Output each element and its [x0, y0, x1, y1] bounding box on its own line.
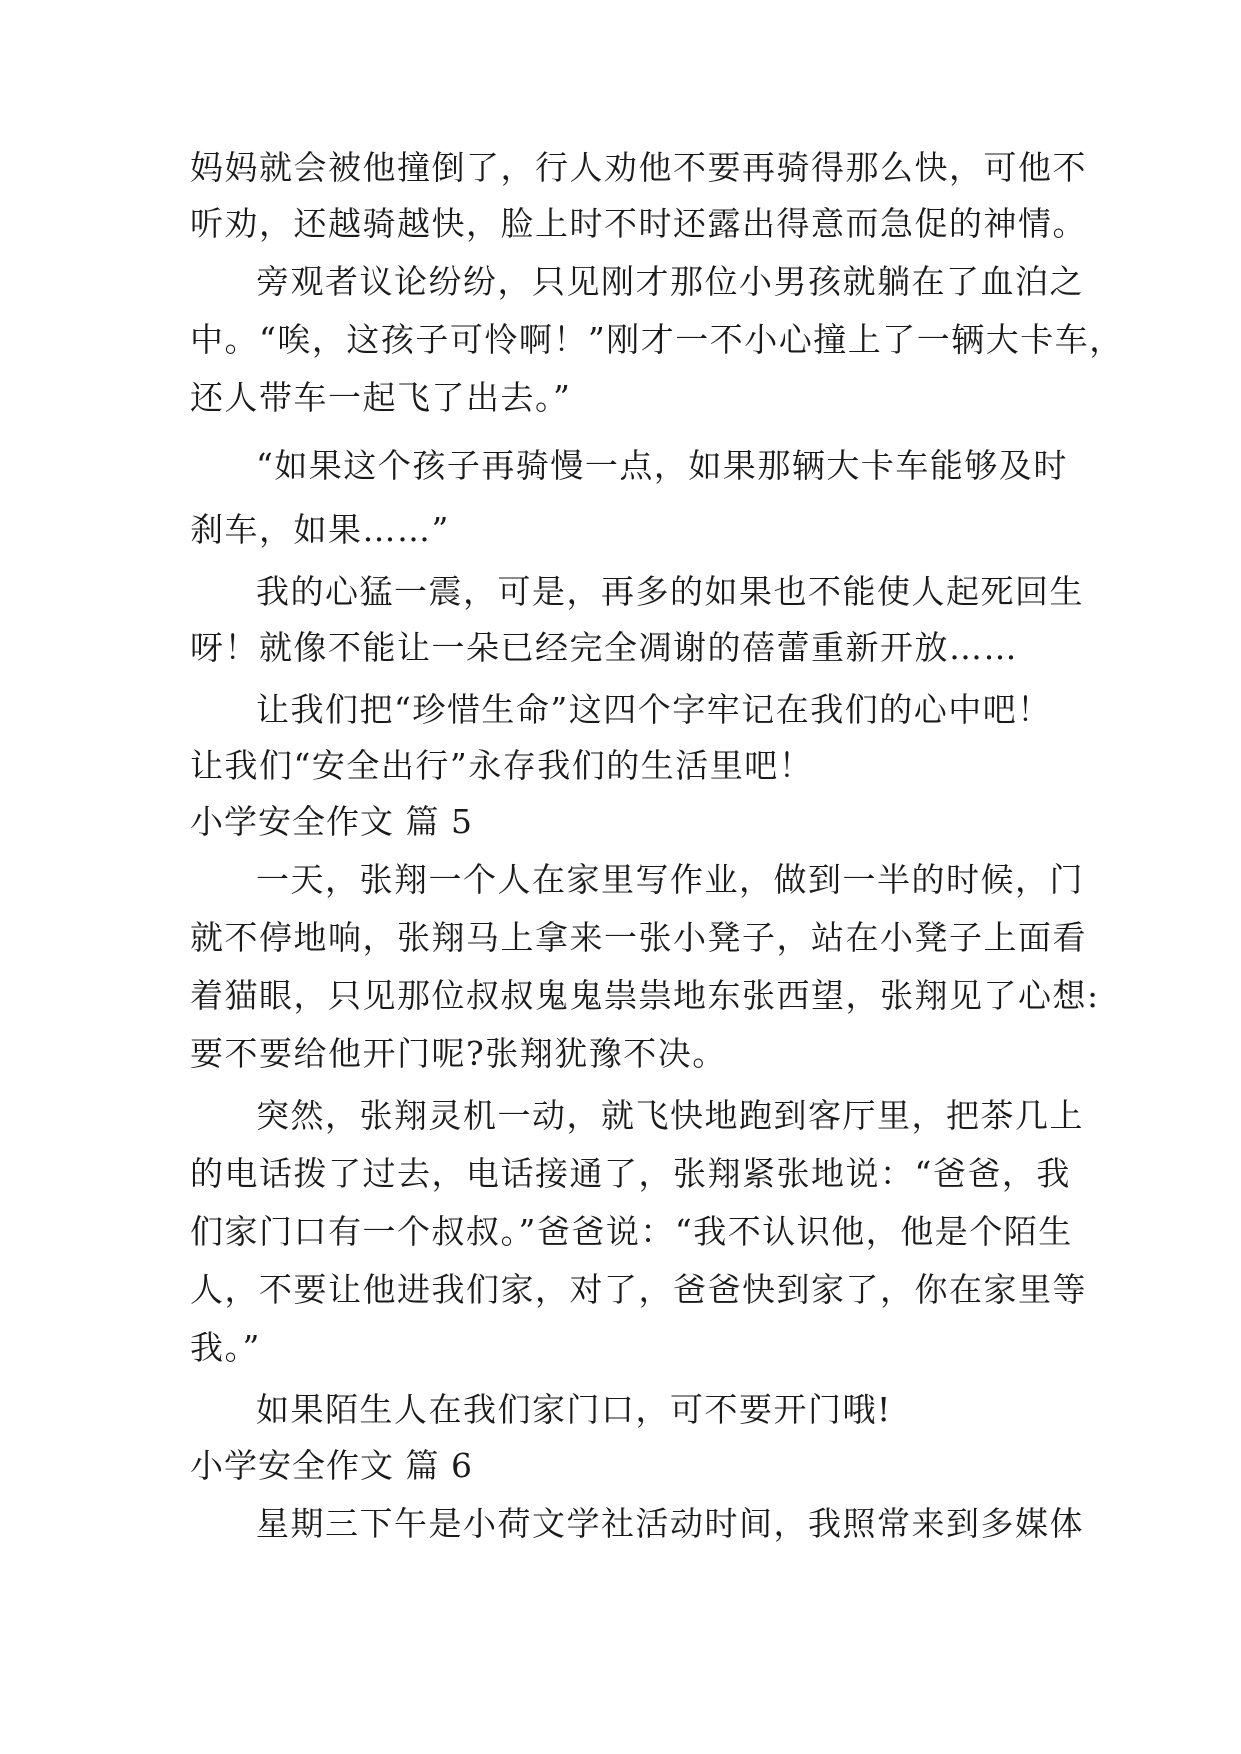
paragraph-line: 突然，张翔灵机一动，就飞快地跑到客厅里，把茶几上: [256, 1096, 1084, 1135]
paragraph-line: 让我们“安全出行”永存我们的生活里吧！: [190, 746, 814, 785]
section-heading: 小学安全作文 篇 5: [190, 802, 473, 841]
paragraph-line: 旁观者议论纷纷，只见刚才那位小男孩就躺在了血泊之: [256, 262, 1084, 301]
paragraph-line: “如果这个孩子再骑慢一点，如果那辆大卡车能够及时: [256, 446, 1068, 485]
paragraph-line: 如果陌生人在我们家门口，可不要开门哦!: [256, 1390, 892, 1429]
paragraph-line: 我的心猛一震，可是，再多的如果也不能使人起死回生: [256, 572, 1084, 611]
paragraph-line: 们家门口有一个叔叔。”爸爸说：“我不认识他，他是个陌生: [190, 1212, 1073, 1251]
paragraph-line: 刹车，如果……”: [190, 510, 450, 549]
paragraph-line: 星期三下午是小荷文学社活动时间，我照常来到多媒体: [256, 1504, 1084, 1543]
paragraph-line: 听劝，还越骑越快，脸上时不时还露出得意而急促的神情。: [190, 204, 1087, 243]
paragraph-line: 让我们把“珍惜生命”这四个字牢记在我们的心中吧！: [256, 690, 1052, 729]
paragraph-line: 我。”: [190, 1328, 261, 1367]
paragraph-line: 人，不要让他进我们家，对了，爸爸快到家了，你在家里等: [190, 1270, 1087, 1309]
paragraph-line: 中。“唉，这孩子可怜啊！”刚才一不小心撞上了一辆大卡车，: [190, 320, 1124, 359]
paragraph-line: 着猫眼，只见那位叔叔鬼鬼祟祟地东张西望，张翔见了心想:: [190, 976, 1100, 1015]
section-heading: 小学安全作文 篇 6: [190, 1446, 473, 1485]
paragraph-line: 的电话拨了过去，电话接通了，张翔紧张地说：“爸爸，我: [190, 1154, 1071, 1193]
paragraph-line: 妈妈就会被他撞倒了，行人劝他不要再骑得那么快，可他不: [190, 148, 1087, 187]
paragraph-line: 还人带车一起飞了出去。”: [190, 378, 572, 417]
paragraph-line: 呀！就像不能让一朵已经完全凋谢的蓓蕾重新开放……: [190, 628, 1018, 667]
paragraph-line: 要不要给他开门呢?张翔犹豫不决。: [190, 1034, 727, 1073]
paragraph-line: 一天，张翔一个人在家里写作业，做到一半的时候，门: [256, 860, 1084, 899]
paragraph-line: 就不停地响，张翔马上拿来一张小凳子，站在小凳子上面看: [190, 918, 1087, 957]
